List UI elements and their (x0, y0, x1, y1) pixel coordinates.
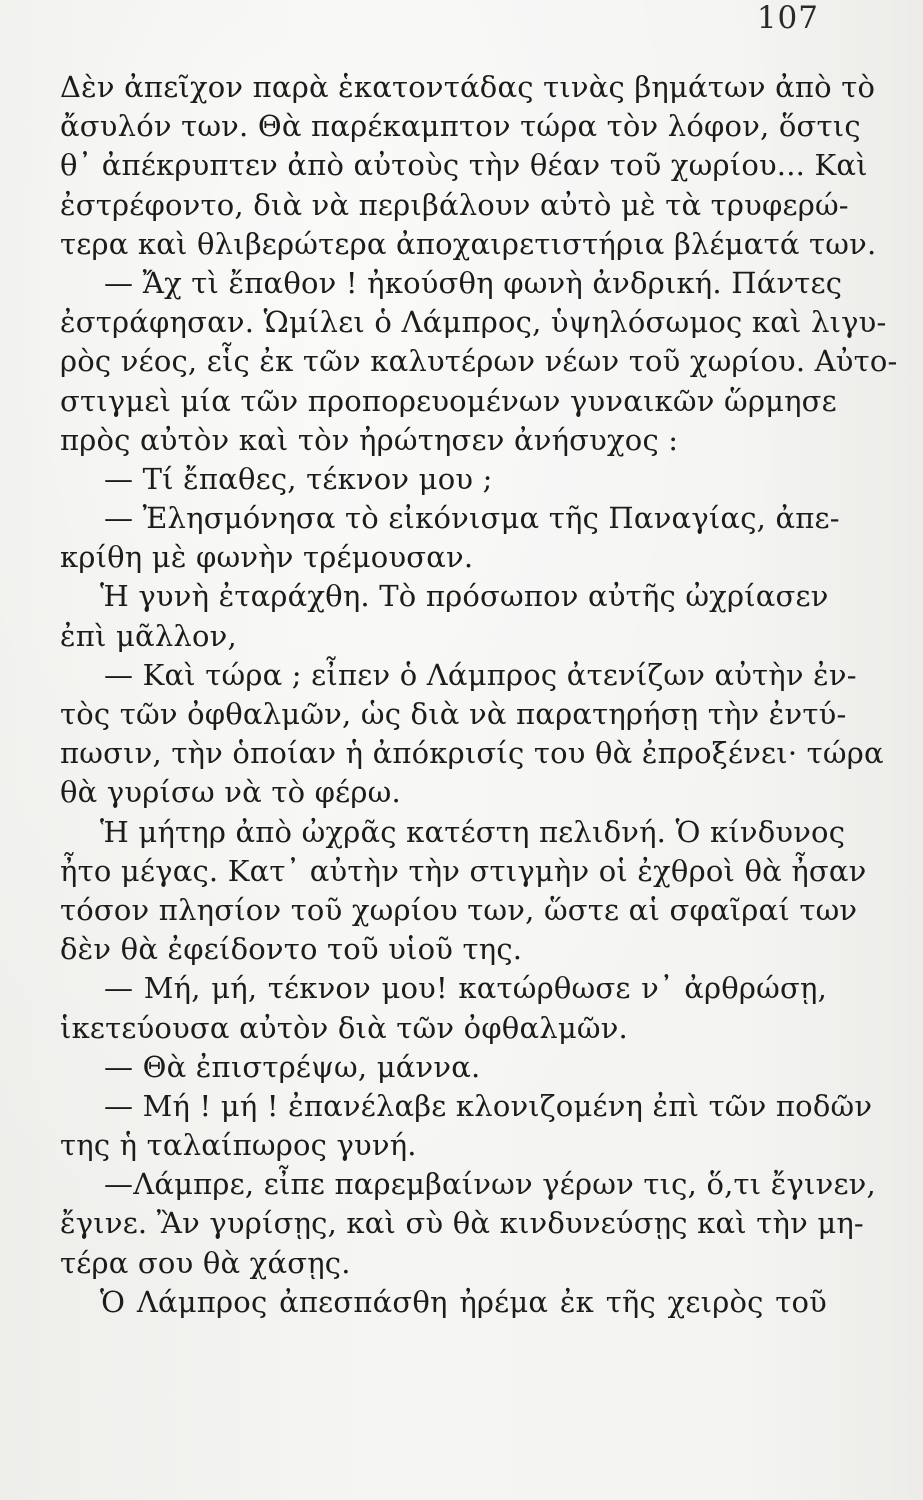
text-line: —Λάμπρε, εἶπε παρεμβαίνων γέρων τις, ὅ,τι ἔγινεν, (104, 1167, 876, 1202)
text-line: — Ἄχ τὶ ἔπαθον ! ἠκούσθη φωνὴ ἀνδρική. Πάντες (104, 265, 843, 300)
text-line: τὸς τῶν ὀφθαλμῶν, ὡς διὰ νὰ παρατηρήσῃ τὴν ἐντύ- (60, 697, 847, 731)
text-line: θ᾽ ἀπέκρυπτεν ἀπὸ αὐτοὺς τὴν θέαν τοῦ χωρίου... Καὶ (60, 148, 868, 183)
text-line: πωσιν, τὴν ὁποίαν ἡ ἀπόκρισίς του θὰ ἐπροξένει· τώρα (60, 736, 884, 771)
text-line: ἐπὶ μᾶλλον, (60, 618, 237, 653)
text-line: τόσον πλησίον τοῦ χωρίου των, ὥστε αἱ σφαῖραί των (60, 892, 858, 927)
text-line: — Μή ! μή ! ἐπανέλαβε κλονιζομένη ἐπὶ τῶν ποδῶν (104, 1088, 873, 1123)
text-line: — Θὰ ἐπιστρέψω, μάννα. (104, 1049, 481, 1084)
text-line: τέρα σου θὰ χάσῃς. (60, 1245, 351, 1280)
text-line: ἄσυλόν των. Θὰ παρέκαμπτον τώρα τὸν λόφον, ὅστις (60, 109, 861, 144)
text-line: — Μή, μή, τέκνον μου! κατώρθωσε ν᾽ ἀρθρώσῃ, (104, 971, 827, 1006)
page-number: 107 (756, 0, 819, 36)
text-line: Δὲν ἀπεῖχον παρὰ ἑκατοντάδας τινὰς βημάτων ἀπὸ τὸ (60, 70, 876, 104)
text-line: — Ἐλησμόνησα τὸ εἰκόνισμα τῆς Παναγίας, ἀπε- (104, 501, 840, 536)
text-line: κρίθη μὲ φωνὴν τρέμουσαν. (60, 540, 474, 575)
text-line: ἦτο μέγας. Κατ᾽ αὐτὴν τὴν στιγμὴν οἱ ἐχθροὶ θὰ ἦσαν (60, 853, 867, 888)
body-text (60, 68, 898, 1322)
text-line: ἱκετεύουσα αὐτὸν διὰ τῶν ὀφθαλμῶν. (60, 1010, 628, 1045)
text-line: δὲν θὰ ἐφείδοντο τοῦ υἱοῦ της. (60, 932, 523, 967)
text-line: της ἡ ταλαίπωρος γυνή. (60, 1128, 417, 1163)
text-line: Ἡ γυνὴ ἐταράχθη. Τὸ πρόσωπον αὐτῆς ὠχρίασεν (100, 579, 829, 614)
text-line: Ἡ μήτηρ ἀπὸ ὠχρᾶς κατέστη πελιδνή. Ὁ κίνδυνος (100, 814, 846, 849)
text-line: — Τί ἔπαθες, τέκνον μου ; (104, 461, 493, 496)
text-line: ἐστρέφοντο, διὰ νὰ περιβάλουν αὐτὸ μὲ τὰ τρυφερώ- (60, 187, 849, 222)
text-line: ἐστράφησαν. Ὡμίλει ὁ Λάμπρος, ὑψηλόσωμος καὶ λιγυ- (60, 305, 887, 340)
text-line: ἔγινε. Ἂν γυρίσῃς, καὶ σὺ θὰ κινδυνεύσῃς καὶ τὴν μη- (60, 1206, 864, 1241)
text-line: — Καὶ τώρα ; εἶπεν ὁ Λάμπρος ἀτενίζων αὐτὴν ἐν- (104, 657, 857, 692)
text-line: στιγμεὶ μία τῶν προπορευομένων γυναικῶν ὥρμησε (60, 383, 837, 418)
text-line: τερα καὶ θλιβερώτερα ἀποχαιρετιστήρια βλέματά των. (60, 226, 877, 261)
text-line: Ὁ Λάμπρος ἀπεσπάσθη ἠρέμα ἐκ τῆς χειρὸς τοῦ (100, 1284, 827, 1319)
text-line: θὰ γυρίσω νὰ τὸ φέρω. (60, 775, 401, 810)
text-line: ρὸς νέος, εἷς ἐκ τῶν καλυτέρων νέων τοῦ χωρίου. Αὐτο- (60, 344, 898, 379)
text-line: πρὸς αὐτὸν καὶ τὸν ἠρώτησεν ἀνήσυχος : (60, 422, 679, 457)
